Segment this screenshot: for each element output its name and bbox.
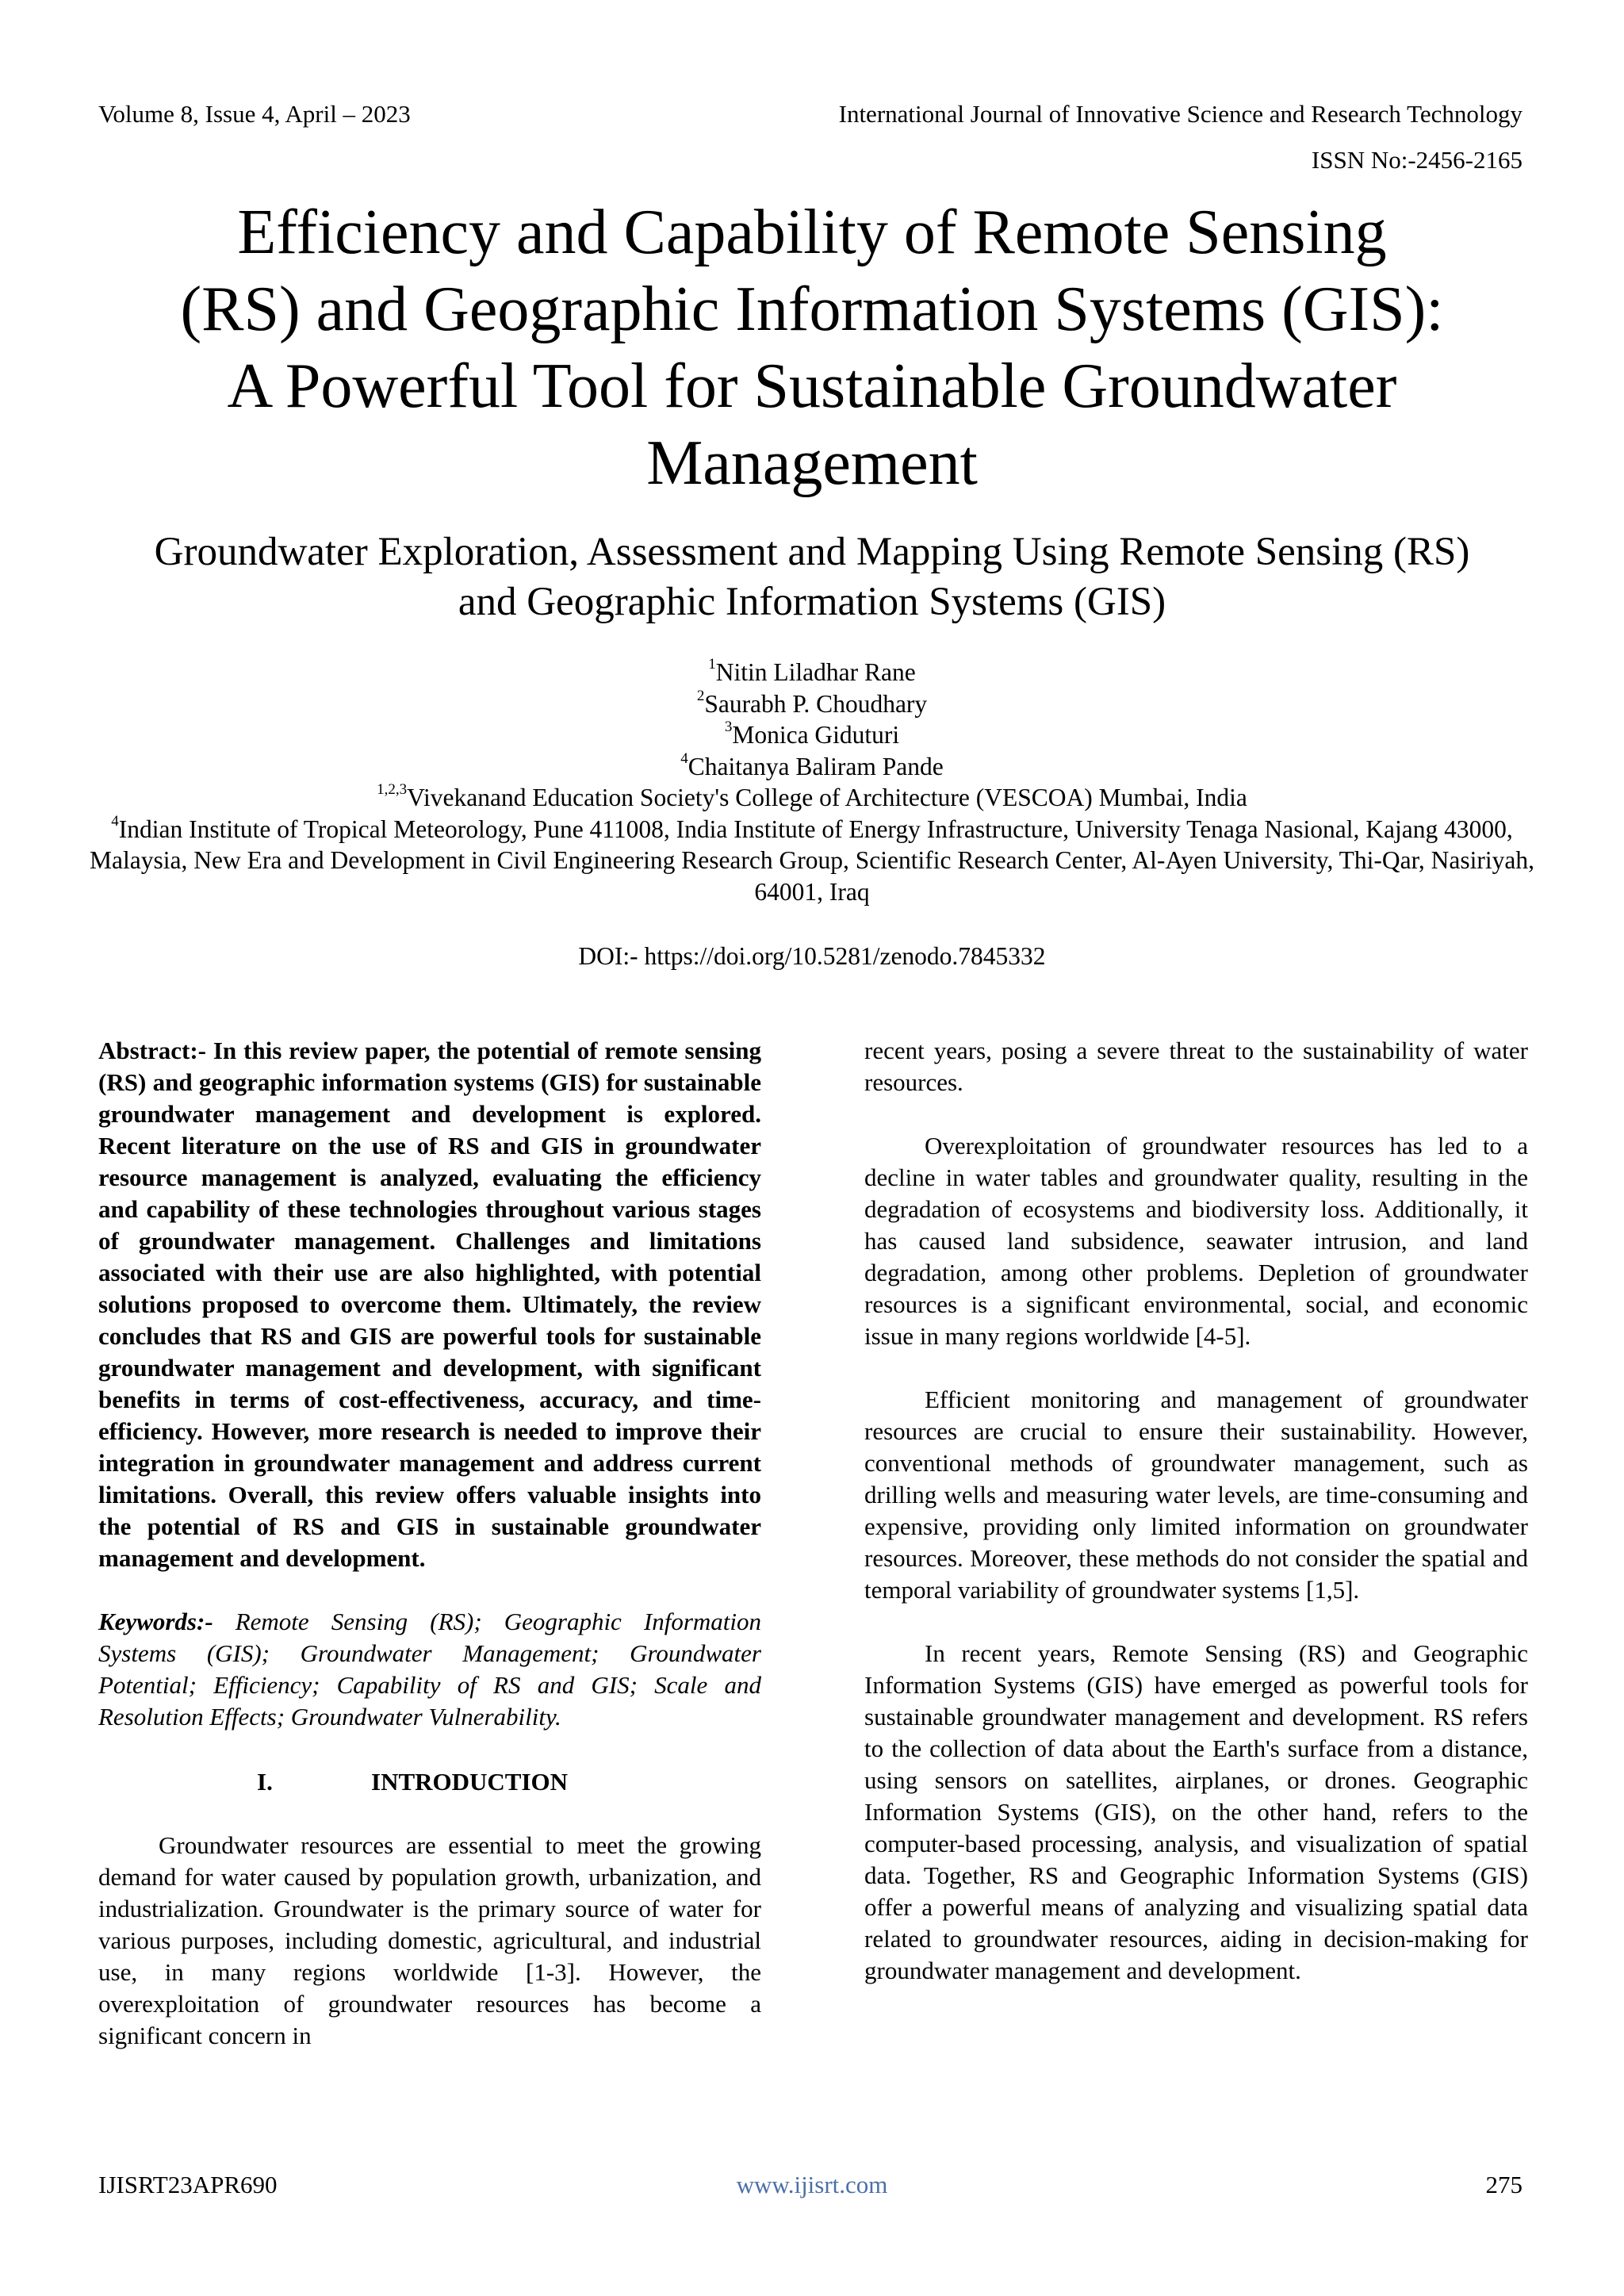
affiliation-2: $^4$Indian Institute of Tropical Meteorology, Pune 411008, India Institute of Energy Infrastructure, University Tenaga Nasional, Kajang 43000, Malaysia, New Era and Development in Civil Engineering Research Group, Scientific Research Center, Al-Ayen University, Thi-Qar, Nasiriyah, 64001, Iraq	[90, 812, 1534, 906]
page-number: 275	[1485, 2171, 1522, 2198]
section-number: I.	[257, 1768, 273, 1796]
right-column	[864, 1035, 1528, 1987]
abstract: Abstract:- In this review paper, the potential of remote sensing (RS) and geographic information systems (GIS) for sustainable groundwater management and development is explored. Recent literature on the use of RS and GIS in groundwater resource management is analyzed, evaluating the efficiency and capability of these technologies throughout various stages of groundwater management. Challenges and limitations associated with their use are also highlighted, with potential solutions proposed to overcome them. Ultimately, the review concludes that RS and GIS are powerful tools for sustainable groundwater management and development, with significant benefits in terms of cost-effectiveness, accuracy, and time-efficiency. However, more research is needed to improve their integration in groundwater management and address current limitations. Overall, this review offers valuable insights into the potential of RS and GIS in sustainable groundwater management and development.	[98, 1037, 761, 1572]
author-4: $^4$Chaitanya Baliram Pande	[680, 749, 944, 780]
article-id: IJISRT23APR690	[98, 2171, 278, 2198]
author-3: $^3$Monica Giduturi	[724, 718, 900, 749]
keywords	[98, 1606, 761, 1733]
paper-title: Efficiency and Capability of Remote Sensing (RS) and Geographic Information Systems (GIS): A Powerful Tool for Sustainable Groundwater Management	[180, 197, 1444, 498]
author-1: $^1$Nitin Liladhar Rane	[708, 655, 916, 686]
keywords-label: Keywords:-	[98, 1608, 213, 1635]
journal-name: International Journal of Innovative Science and Research Technology	[838, 100, 1522, 128]
section-title: INTRODUCTION	[371, 1768, 569, 1796]
intro-paragraph: Groundwater resources are essential to meet the growing demand for water caused by population growth, urbanization, and industrialization. Groundwater is the primary source of water for various purposes, including domestic, agricultural, and industrial use, in many regions worldwide [1-3]. However, the overexploitation of groundwater resources has become a significant concern in	[98, 1831, 761, 2049]
doi-link[interactable]: DOI:- https://doi.org/10.5281/zenodo.7845332	[578, 942, 1046, 970]
left-column	[98, 1035, 761, 2052]
section-heading-introduction	[98, 1766, 761, 1798]
issn: ISSN No:-2456-2165	[1311, 146, 1522, 174]
paragraph-continuation: recent years, posing a severe threat to the sustainability of water resources.	[864, 1037, 1528, 1096]
author-2: $^2$Saurabh P. Choudhary	[696, 687, 928, 718]
paper-subtitle: Groundwater Exploration, Assessment and Mapping Using Remote Sensing (RS) and Geographic Information Systems (GIS)	[154, 530, 1470, 624]
volume-issue: Volume 8, Issue 4, April – 2023	[98, 100, 411, 128]
paragraph-rs-gis: In recent years, Remote Sensing (RS) and Geographic Information Systems (GIS) have emerged as powerful tools for sustainable groundwater management and development. RS refers to the collection of data about the Earth's surface from a distance, using sensors on satellites, airplanes, or drones. Geographic Information Systems (GIS), on the other hand, refers to the computer-based processing, analysis, and visualization of spatial data. Together, RS and Geographic Information Systems (GIS) offer a powerful means of analyzing and visualizing spatial data related to groundwater resources, aiding in decision-making for groundwater management and development.	[864, 1639, 1528, 1984]
keywords-text: Remote Sensing (RS); Geographic Information Systems (GIS); Groundwater Management; Groundwater Potential; Efficiency; Capability of RS and GIS; Scale and Resolution Effects; Groundwater Vulnerability.	[98, 1608, 761, 1731]
affiliation-1: $^{1,2,3}$Vivekanand Education Society's College of Architecture (VESCOA) Mumbai, India	[377, 780, 1247, 811]
website-link[interactable]: www.ijisrt.com	[736, 2171, 888, 2198]
author-block	[87, 657, 1537, 907]
paragraph-monitoring: Efficient monitoring and management of groundwater resources are crucial to ensure their sustainability. However, conventional methods of groundwater management, such as drilling wells and measuring water levels, are time-consuming and expensive, providing only limited information on groundwater resources. Moreover, these methods do not consider the spatial and temporal variability of groundwater systems [1,5].	[864, 1386, 1528, 1604]
paragraph-overexploitation: Overexploitation of groundwater resources has led to a decline in water tables and groundwater quality, resulting in the degradation of ecosystems and biodiversity loss. Additionally, it has caused land subsidence, seawater intrusion, and land degradation, among other problems. Depletion of groundwater resources is a significant environmental, social, and economic issue in many regions worldwide [4-5].	[864, 1132, 1528, 1350]
